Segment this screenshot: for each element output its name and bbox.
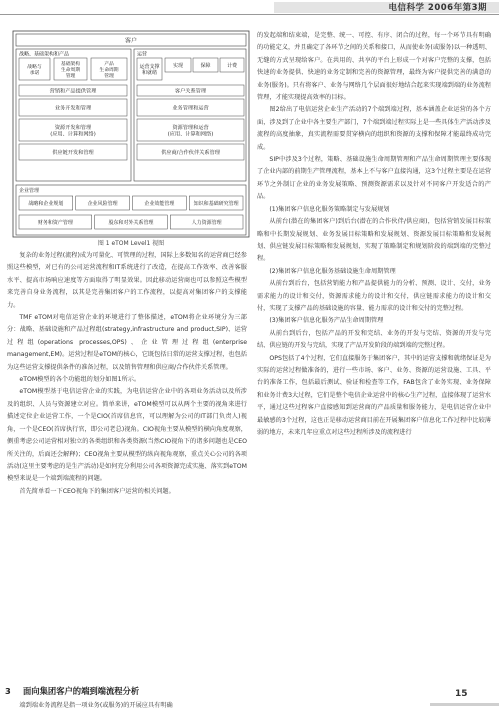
ops-fulfillment-label: 实现 xyxy=(172,63,184,70)
section-heading xyxy=(5,685,251,697)
left-paragraph: eTOM模型基于电信运营企业的实践，为电信运营企业中的各项业务活动以及所涉及的组织、人员与资源建立对应。简单来讲，eTOM模型可以从两个主要的视角来进行描述定位企业运营工作，一个是CIO(首席信息官，可以理解为公司的IT部门负责人)视角，一个是CEO(首席执行官，即公司老总)视角。CIO视角主要从模型的横向角度观察，侧重考虑公司运营相对独立的各类组织和各类资源(当然CIO视角下的诸多问题也是CEO所关注的，后面还会解释)；CEO视角主要从模型的纵向视角观察，重点关心公司的各项活动(这里主要考虑的是生产活动)是如何充分利用公司各项资源完成实施、落实到eTOM模型来说是一个端到端流程的问题。 xyxy=(7,388,247,483)
enterprise-row2-item-label: 人力资源管理 xyxy=(191,220,222,226)
header-rule xyxy=(0,14,499,15)
strategy-commit-label: 战略与承诺 xyxy=(27,65,42,77)
strat-row-supply-label: 供应链开发和管理 xyxy=(52,150,94,157)
right-paragraph: 从前台到后台，包括产品的开发和完结、业务的开发与完结、资源的开发与完结、供应链的开发与完结，实现了产品开发阶段的端到端的完整过程。 xyxy=(257,329,491,350)
section-title: 面向集团客户的端到端流程分析 xyxy=(23,686,140,696)
strategy-title: 战略、基础架构和产品 xyxy=(19,51,70,58)
page-number: 15 xyxy=(455,689,468,699)
right-subheading: (3)集团客户信息化服务产品生命周期管理 xyxy=(269,317,384,325)
right-paragraph: 从前台到后台，包括营销能力和产品提供能力的分析、预测、设计、交付，业务需求能力的设计和交付，资源需求能力的设计和交付，供应链需求能力的设计和交付，实现了支撑产品的基础设施的容量、能力需求的设计和交付的完整过程。 xyxy=(257,280,491,312)
left-paragraph: 首先简单看一下CEO视角下的集团客户运营的相关问题。 xyxy=(19,487,175,495)
infra-lifecycle-label: 基础架构生命周期管理 xyxy=(60,62,81,80)
enterprise-row1-item-label: 企业风险管理 xyxy=(87,201,118,207)
right-column xyxy=(257,30,491,439)
left-paragraph: eTOM模型的各个功能组的划分如图1所示。 xyxy=(19,376,141,384)
ops-readiness-label: 运营支撑和就绪 xyxy=(139,64,160,77)
left-bottom-paragraph: 端到端业务流程是指一项业务(或服务)的开展应具有明确 xyxy=(19,702,173,709)
right-paragraph: 从前台(潜在的集团客户)到后台(潜在的合作伙伴/供应商)，包括营销发展目标策略和中长期发展规划、业务发展目标策略和发展规划、资源发展目标策略和发展规划、供应链发展目标策略和发展规划，实现了策略制定和规划阶段的端到端的完整过程。 xyxy=(257,218,491,263)
etom-diagram-svg xyxy=(12,30,250,238)
enterprise-title: 企业管理 xyxy=(19,188,40,194)
ops-row-crm-label: 客户关系管理 xyxy=(174,88,207,95)
left-paragraph: TMF eTOM对电信运营企业的环境进行了整体描述，eTOM将企业环境分为三部分：战略、基础设施和产品过程组(strategy,infrastructure and product,SIP)、运营过程组(operations processes,OPS)、企业管理过程组(enterprise management,EM)。运营过程是eTOM的核心，它既包括日常的运营支撑过程，也包括为这些运营支撑提供条件的准备过程，以及销售管理和供应商/合作伙伴关系管理。 xyxy=(7,314,247,371)
right-paragraph: 图2给出了电信运营企业生产活动的7个端到端过程，基本涵盖企业运营的各个方面，涉及到了企业中各主要生产部门，7个端到端过程实际上是一些具体生产活动涉及流程的高度抽象，真实流程需要贯穿横向的组织和资源的支撑和保障才能最终成功完成。 xyxy=(257,106,491,151)
right-paragraph: 的发起端和结束端，是完整、统一、可控、有序、闭合的过程，每一个环节具有明确的功能定义，并且确定了各环节之间的关系和接口，从而使业务(或服务)以一种透明、无缝的方式呈现给客户。在共用的、共享的平台上形成一个对客户完整的支撑，包括快速的业务提供、快速的业务定制和完善的资源管理，最终为客户提供完善的满意的业务(服务)。只有将客户、业务与网络几个层面很好地结合起来实现端到端的业务流程管理，才能实现提高效率的目标。 xyxy=(257,32,491,102)
etom-diagram xyxy=(12,30,250,238)
page-header xyxy=(0,0,499,15)
enterprise-row1-item-label: 知识和基础研究管理 xyxy=(193,201,239,207)
ops-row-resource-label: 资源管理和运营(应用、计算和网络) xyxy=(167,125,214,138)
strat-row-business-label: 业务开发和管理 xyxy=(54,105,92,112)
right-paragraph: SIP中涉及3个过程，策略、基础设施生命周期管理和产品生命周期管理主要体现了企业内部的前期生产管理流程，基本上不与客户直接沟通，这3个过程主要是在运营环节之外制订企业的业务发展策略、预测资源需求以及针对不同客户开发适合的产品。 xyxy=(257,156,491,201)
ops-row-service-label: 业务管理和运营 xyxy=(172,105,209,112)
enterprise-row1-item-label: 企业效能管理 xyxy=(144,201,175,207)
right-subheading: (2)集团客户信息化服务基础设施生命周期管理 xyxy=(269,267,396,275)
right-paragraph: OPS包括了4个过程，它们直接服务于集团客户，其中的运营支撑和就绪保证是为实际的运营过程做准备的，进行一些市场、客户、业务、资源的运营设施、工具、平台的准备工作，包括最后测试、验证和检查等工作，FAB包含了业务实现、业务保障和业务计费3大过程，它们是整个电信企业运营中的核心生产过程，直接体现了运营水平，通过这些过程客户直接感知到运营商的产品质量和服务能力，是电信运营企业中最敏感的3个过程，这也正是移动运营商目前在开展集团客户信息化工作过程中比较薄弱的地方，未来几年应重点对这些过程所涉及的流程进行 xyxy=(257,354,491,436)
ops-billing-label: 计费 xyxy=(226,63,238,70)
right-subheading: (1)集团客户信息化服务策略制定与发展规划 xyxy=(269,205,390,213)
left-column xyxy=(7,250,247,498)
journal-issue: 电信科学 2006年第3期 xyxy=(388,3,487,13)
strat-row-resource-label: 资源开发和管理(应用、计算和网络) xyxy=(50,125,96,138)
strat-row-marketing-label: 营销和产品提供管理 xyxy=(49,88,97,95)
section-number: 3 xyxy=(5,686,11,696)
ops-assurance-label: 保障 xyxy=(200,63,211,70)
left-paragraph: 复杂的业务过程(流程)成为可量化、可管理的过程，国际上多数知名的运营商已经参照这些模型，对已有的公司运营流程和IT系统进行了改造，在提高工作效率、改善客服水平、提高市场响应速度等方面取得了明显效果。因此移动运营商也可以参照这些模型来完善自身业务流程，以其是完善集团客户的工作流程，以提高对集团客户的支撑能力。 xyxy=(7,252,247,309)
enterprise-row1-item-label: 战略和企业规划 xyxy=(28,201,64,207)
ops-row-supplier-label: 供应商/合作伙伴关系管理 xyxy=(161,150,220,157)
enterprise-row2-item-label: 股东和对外关系管理 xyxy=(108,220,154,226)
operations-title: 运营 xyxy=(137,51,148,58)
figure-caption: 图 1 eTOM Level1 视图 xyxy=(97,240,165,247)
customer-label: 客户 xyxy=(124,37,138,45)
product-lifecycle-label: 产品生命周期管理 xyxy=(99,62,119,80)
enterprise-row2-item-label: 财务和资产管理 xyxy=(37,220,73,226)
